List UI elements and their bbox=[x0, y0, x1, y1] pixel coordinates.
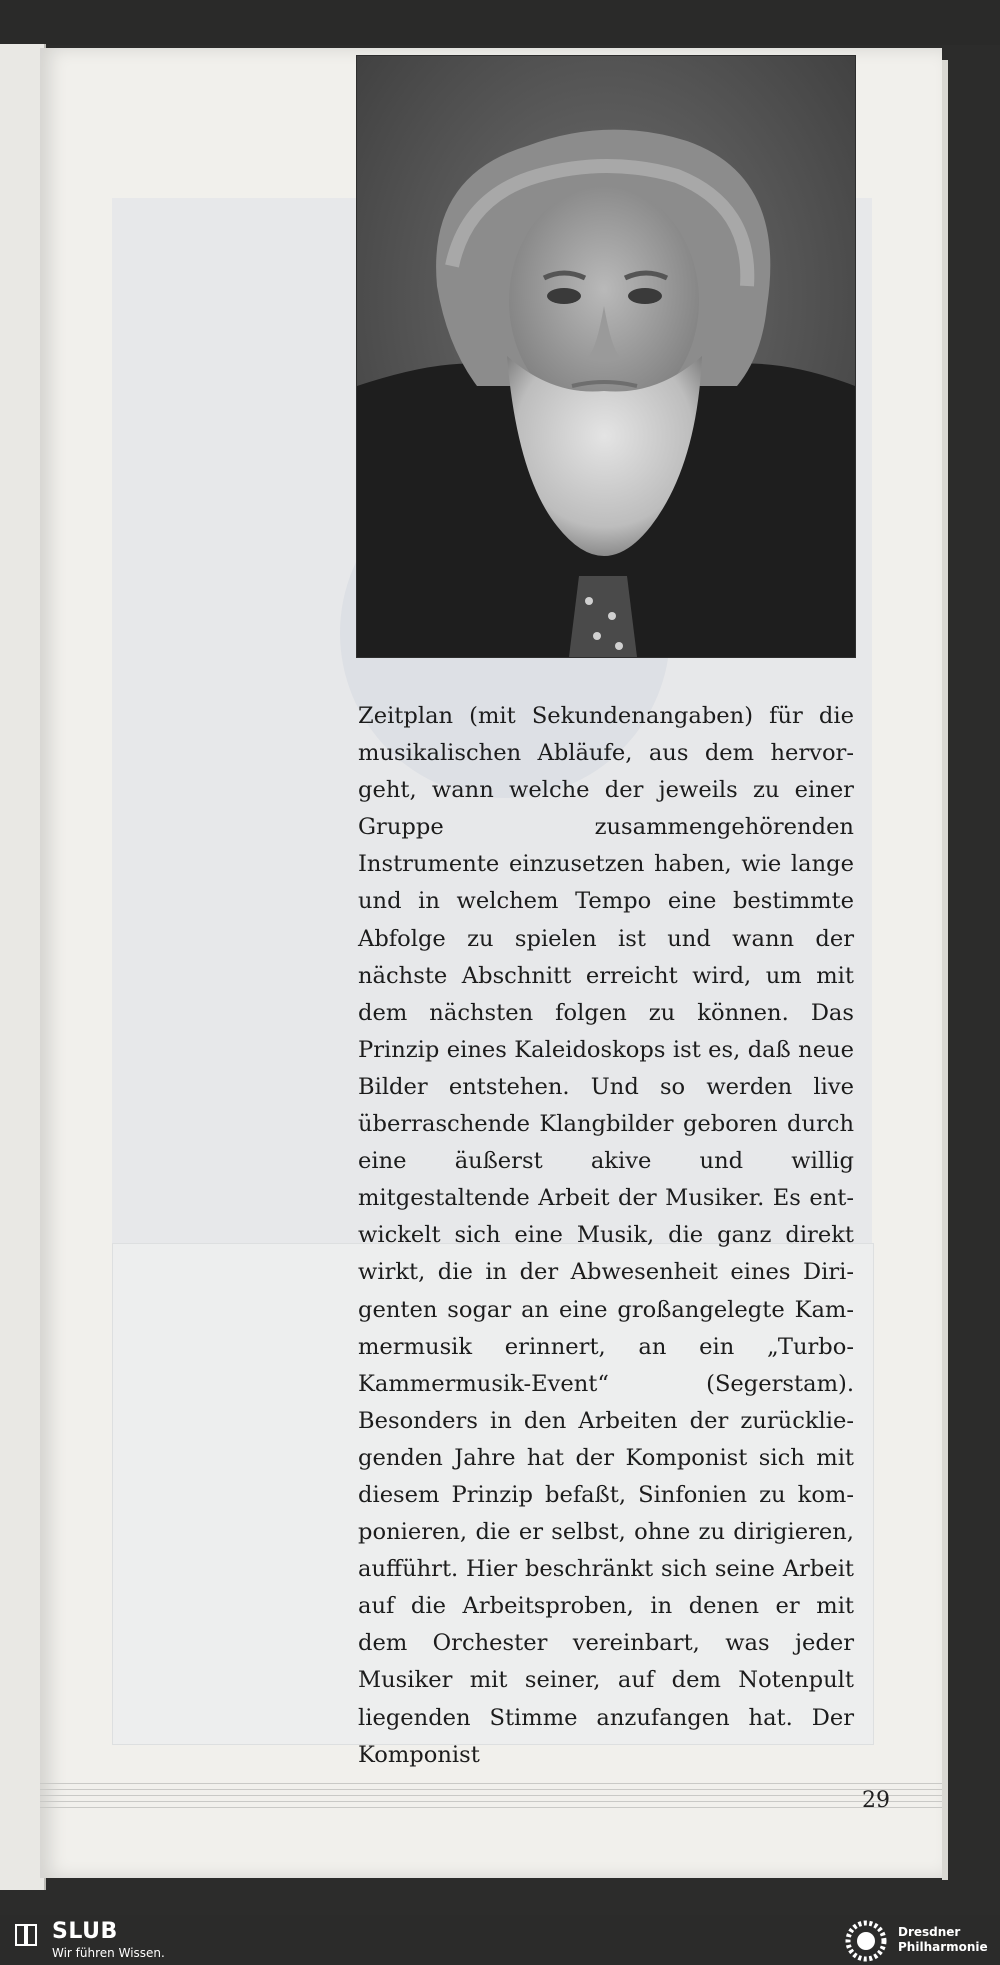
partner-name-line2: Philharmonie bbox=[898, 1940, 988, 1954]
slub-tagline: Wir führen Wissen. bbox=[52, 1946, 165, 1960]
partner-name bbox=[898, 1925, 988, 1955]
decorative-staff-lines bbox=[40, 1783, 942, 1813]
scan-background-top bbox=[0, 0, 1000, 45]
dresdner-philharmonie-logo-icon bbox=[843, 1918, 889, 1964]
body-text: Zeitplan (mit Sekundenangaben) für die musikalischen Abläufe, aus dem hervorgeht, wann welche der jeweils zu einer Gruppe zusammengehörenden Instrumente einzusetzen haben, wie lange und in welchem Tempo eine bestimmte Abfolge zu spielen ist und wann der nächste Abschnitt erreicht wird, um mit dem nächsten folgen zu können. Das Prinzip eines Kaleidoskops ist es, daß neue Bilder entstehen. Und so werden live überraschende Klangbilder geboren durch eine äußerst akive und willig mitgestaltende Arbeit der Musiker. Es entwickelt sich eine Musik, die ganz direkt wirkt, die in der Abwesenheit eines Dirigenten sogar an eine großangelegte Kammermusik erinnert, an ein „Turbo-Kammermusik-Event“ (Segerstam). Besonders in den Arbeiten der zurückliegenden Jahre hat der Komponist sich mit diesem Prinzip befaßt, Sinfonien zu komponieren, die er selbst, ohne zu dirigieren, aufführt. Hier beschränkt sich seine Arbeit auf die Arbeitsproben, in denen er mit dem Orchester vereinbart, was jeder Musiker mit seiner, auf dem Notenpult liegenden Stimme anzufangen hat. Der Komponist bbox=[358, 703, 854, 1768]
document-page bbox=[40, 48, 942, 1878]
page-right-edge bbox=[942, 60, 948, 1880]
page-number: 29 bbox=[862, 1788, 890, 1813]
slub-logo-icon bbox=[14, 1923, 38, 1947]
portrait-photo-icon bbox=[357, 56, 855, 657]
partner-name-line1: Dresdner bbox=[898, 1925, 961, 1939]
slub-name: SLUB bbox=[52, 1919, 118, 1944]
portrait-photo bbox=[357, 56, 855, 657]
footer-bar bbox=[0, 1915, 1000, 1965]
